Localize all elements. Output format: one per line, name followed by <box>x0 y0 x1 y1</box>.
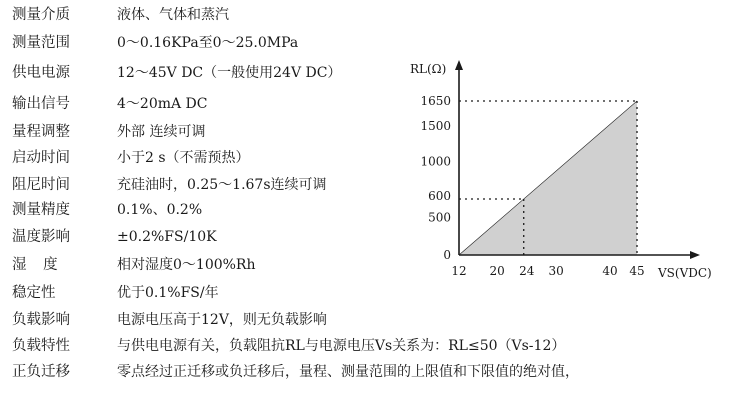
spec-value: 液体、气体和蒸汽 <box>117 7 229 23</box>
x-axis-label: VS(VDC) <box>658 266 712 280</box>
spec-value: 外部 连续可调 <box>117 124 206 140</box>
spec-label: 测量精度 <box>12 202 70 218</box>
spec-label: 量程调整 <box>12 124 70 140</box>
spec-label: 输出信号 <box>12 96 70 112</box>
spec-label: 温度影响 <box>12 229 70 245</box>
y-axis-arrow <box>455 60 463 70</box>
y-tick-label: 600 <box>428 189 451 203</box>
spec-value: ±0.2%FS/10K <box>117 229 217 245</box>
spec-value: 0～0.16KPa至0～25.0MPa <box>117 35 299 51</box>
spec-value: 电源电压高于12V，则无负载影响 <box>117 312 327 328</box>
y-axis-label: RL(Ω) <box>410 62 447 76</box>
spec-value: 零点经过正迁移或负迁移后，量程、测量范围的上限值和下限值的绝对值， <box>117 364 579 380</box>
spec-label: 湿 度 <box>12 257 64 273</box>
spec-label: 稳定性 <box>12 285 56 301</box>
y-tick-label: 1500 <box>420 119 451 133</box>
spec-label: 正负迁移 <box>12 364 70 380</box>
spec-value: 12～45V DC（一般使用24V DC） <box>117 65 342 81</box>
spec-label: 测量范围 <box>12 35 70 51</box>
spec-value: 4～20mA DC <box>117 96 208 112</box>
spec-label: 启动时间 <box>12 150 70 166</box>
x-tick-label: 45 <box>629 264 645 278</box>
spec-label: 测量介质 <box>12 7 70 23</box>
x-tick-label: 12 <box>451 264 467 278</box>
y-tick-label: 1000 <box>420 154 451 169</box>
spec-value: 与供电电源有关，负载阻抗RL与电源电压Vs关系为：RL≤50（Vs-12） <box>117 338 566 354</box>
x-tick-label: 30 <box>548 264 564 278</box>
y-tick-label: 1650 <box>420 94 451 108</box>
x-tick-label: 40 <box>602 264 618 278</box>
spec-value: 优于0.1%FS/年 <box>117 285 219 301</box>
y-tick-label: 0 <box>443 248 451 262</box>
y-tick-label: 500 <box>428 210 451 225</box>
spec-label: 供电电源 <box>12 65 70 81</box>
spec-label: 负载影响 <box>12 312 70 328</box>
spec-value: 小于2 s（不需预热） <box>117 150 250 166</box>
x-tick-label: 24 <box>519 264 535 278</box>
spec-value: 0.1%、0.2% <box>117 202 203 218</box>
spec-label: 阻尼时间 <box>12 177 70 193</box>
spec-label: 负载特性 <box>12 338 70 354</box>
spec-value: 充硅油时，0.25～1.67s连续可调 <box>117 177 327 193</box>
x-tick-label: 20 <box>489 264 505 278</box>
spec-value: 相对湿度0～100%Rh <box>117 257 256 273</box>
x-axis-arrow <box>690 251 700 259</box>
